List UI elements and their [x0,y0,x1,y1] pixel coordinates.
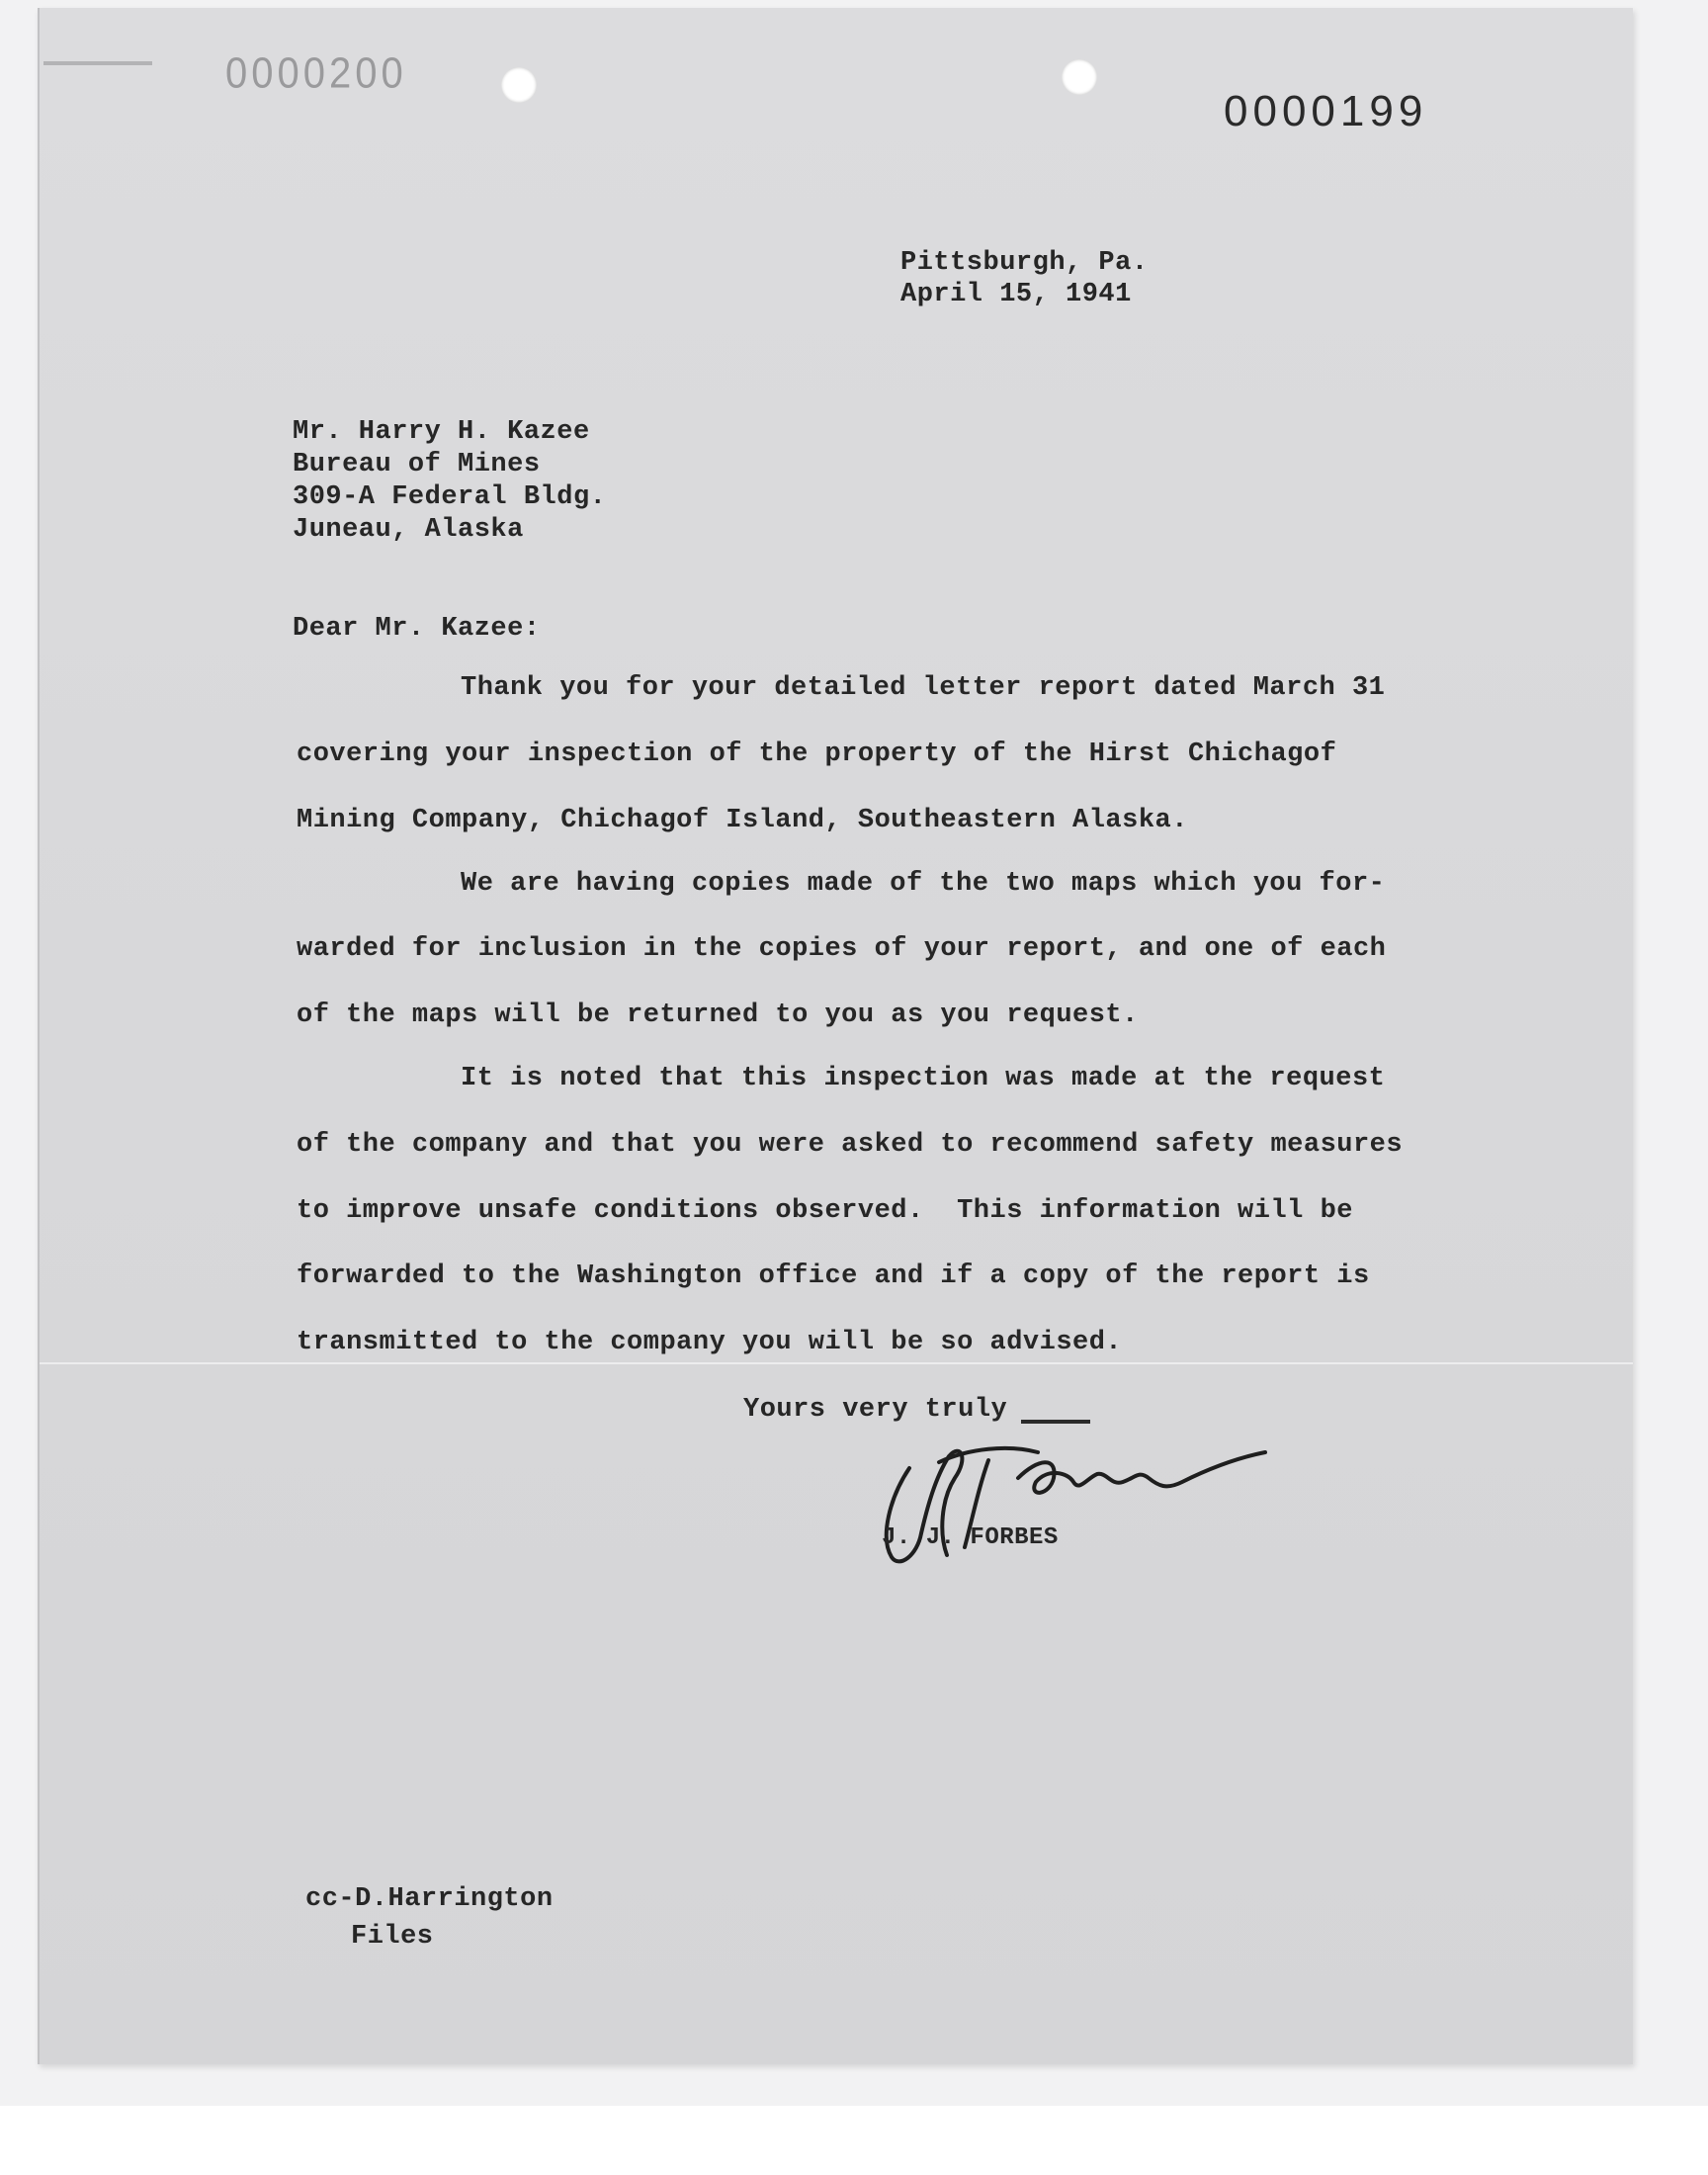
body-line: to improve unsafe conditions observed. This information will be [297,1196,1353,1226]
body-line: warded for inclusion in the copies of your report, and one of each [297,934,1387,964]
fold-line [40,1362,1633,1364]
cc-files: Files [351,1922,434,1952]
body-line: We are having copies made of the two maps which you for- [461,869,1386,899]
body-line: forwarded to the Washington office and if a copy of the report is [297,1262,1370,1291]
smudge-mark [43,61,152,65]
body-line: of the maps will be returned to you as you request. [297,1000,1139,1030]
address-name: Mr. Harry H. Kazee [293,417,590,447]
body-line: Mining Company, Chichagof Island, Southeastern Alaska. [297,806,1188,835]
signature-dash [1021,1420,1090,1424]
body-line: of the company and that you were asked to recommend safety measures [297,1130,1404,1160]
body-line: It is noted that this inspection was made at the request [461,1064,1386,1093]
dateline-date: April 15, 1941 [900,280,1132,309]
address-org: Bureau of Mines [293,450,541,479]
complimentary-close: Yours very truly [743,1395,1008,1425]
address-street: 309-A Federal Bldg. [293,482,607,512]
salutation: Dear Mr. Kazee: [293,614,541,644]
faint-page-stamp: 0000200 [225,48,407,98]
cc-line: cc-D.Harrington [305,1884,554,1914]
address-city: Juneau, Alaska [293,515,524,545]
punch-hole [501,67,537,103]
body-line: Thank you for your detailed letter report dated March 31 [461,673,1386,703]
punch-hole [1062,59,1097,95]
handwritten-signature [870,1438,1295,1577]
body-line: covering your inspection of the property of the Hirst Chichagof [297,740,1337,769]
page-number-stamp: 0000199 [1224,87,1428,135]
letter-page [38,8,1633,2064]
typed-signer-name: J. J. FORBES [882,1524,1059,1551]
body-line: transmitted to the company you will be so advised. [297,1328,1123,1357]
dateline-city: Pittsburgh, Pa. [900,248,1149,278]
